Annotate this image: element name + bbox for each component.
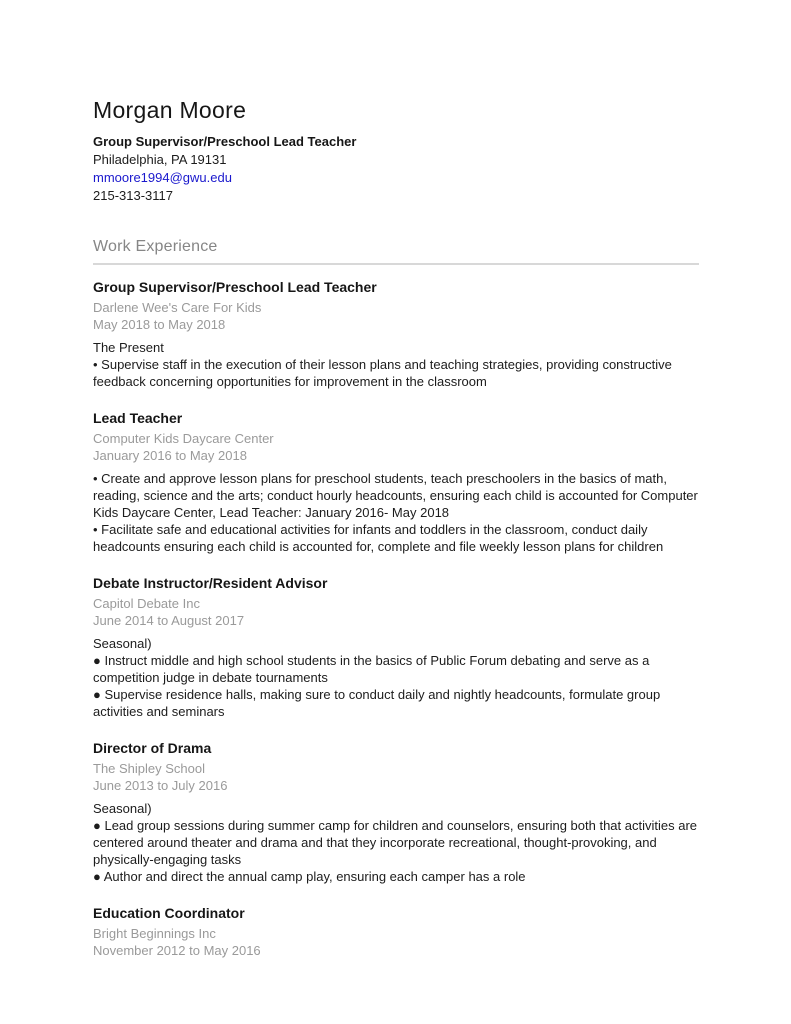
job-entry <box>93 278 699 390</box>
candidate-phone: 215-313-3117 <box>93 188 173 203</box>
job-entry <box>93 409 699 555</box>
job-description-line: • Facilitate safe and educational activities for infants and toddlers in the classroom, conduct daily headcounts ensuring each child is accounted for, complete and file weekly lesson plans for children <box>93 522 664 554</box>
job-company: Computer Kids Daycare Center <box>93 431 274 446</box>
job-entry <box>93 574 699 720</box>
job-dates: May 2018 to May 2018 <box>93 317 226 332</box>
job-title: Education Coordinator <box>93 905 245 921</box>
job-company: Darlene Wee's Care For Kids <box>93 300 262 315</box>
resume-header <box>93 97 699 205</box>
job-dates: January 2016 to May 2018 <box>93 448 247 463</box>
job-company: Capitol Debate Inc <box>93 596 200 611</box>
job-dates: November 2012 to May 2016 <box>93 943 261 958</box>
job-description-line: The Present <box>93 340 164 355</box>
job-title: Director of Drama <box>93 740 212 756</box>
job-company: Bright Beginnings Inc <box>93 926 216 941</box>
job-description-line: ● Author and direct the annual camp play, ensuring each camper has a role <box>93 869 526 884</box>
candidate-location: Philadelphia, PA 19131 <box>93 152 227 167</box>
job-title: Group Supervisor/Preschool Lead Teacher <box>93 279 377 295</box>
job-description <box>93 470 699 555</box>
candidate-name: Morgan Moore <box>93 97 247 123</box>
email-link[interactable]: mmoore1994@gwu.edu <box>93 170 232 185</box>
section-rule <box>93 263 699 265</box>
job-description-line: • Create and approve lesson plans for preschool students, teach preschoolers in the basics of math, reading, science and the arts; conduct hourly headcounts, ensuring each child is accounted for Computer Kids Daycare Center, Lead Teacher: January 2016- May 2018 <box>93 471 698 520</box>
job-description <box>93 339 699 390</box>
job-dates: June 2014 to August 2017 <box>93 613 245 628</box>
candidate-title: Group Supervisor/Preschool Lead Teacher <box>93 134 357 149</box>
section-title-work-experience: Work Experience <box>93 238 218 255</box>
job-description <box>93 800 699 885</box>
job-dates: June 2013 to July 2016 <box>93 778 228 793</box>
job-description-line: Seasonal) <box>93 636 152 651</box>
job-description-line: Seasonal) <box>93 801 152 816</box>
job-title: Lead Teacher <box>93 410 183 426</box>
job-company: The Shipley School <box>93 761 206 776</box>
job-description <box>93 635 699 720</box>
work-experience-section <box>93 238 699 959</box>
job-description-line: ● Supervise residence halls, making sure to conduct daily and nightly headcounts, formulate group activities and seminars <box>93 687 661 719</box>
job-entry <box>93 904 699 959</box>
job-description-line: • Supervise staff in the execution of their lesson plans and teaching strategies, providing constructive feedback concerning opportunities for improvement in the classroom <box>93 357 672 389</box>
job-description-line: ● Instruct middle and high school students in the basics of Public Forum debating and serve as a competition judge in debate tournaments <box>93 653 650 685</box>
job-entry <box>93 739 699 885</box>
job-title: Debate Instructor/Resident Advisor <box>93 575 328 591</box>
job-description-line: ● Lead group sessions during summer camp for children and counselors, ensuring both that activities are centered around theater and drama and that they incorporate recreational, thought-provoking, and physically-engaging tasks <box>93 818 698 867</box>
